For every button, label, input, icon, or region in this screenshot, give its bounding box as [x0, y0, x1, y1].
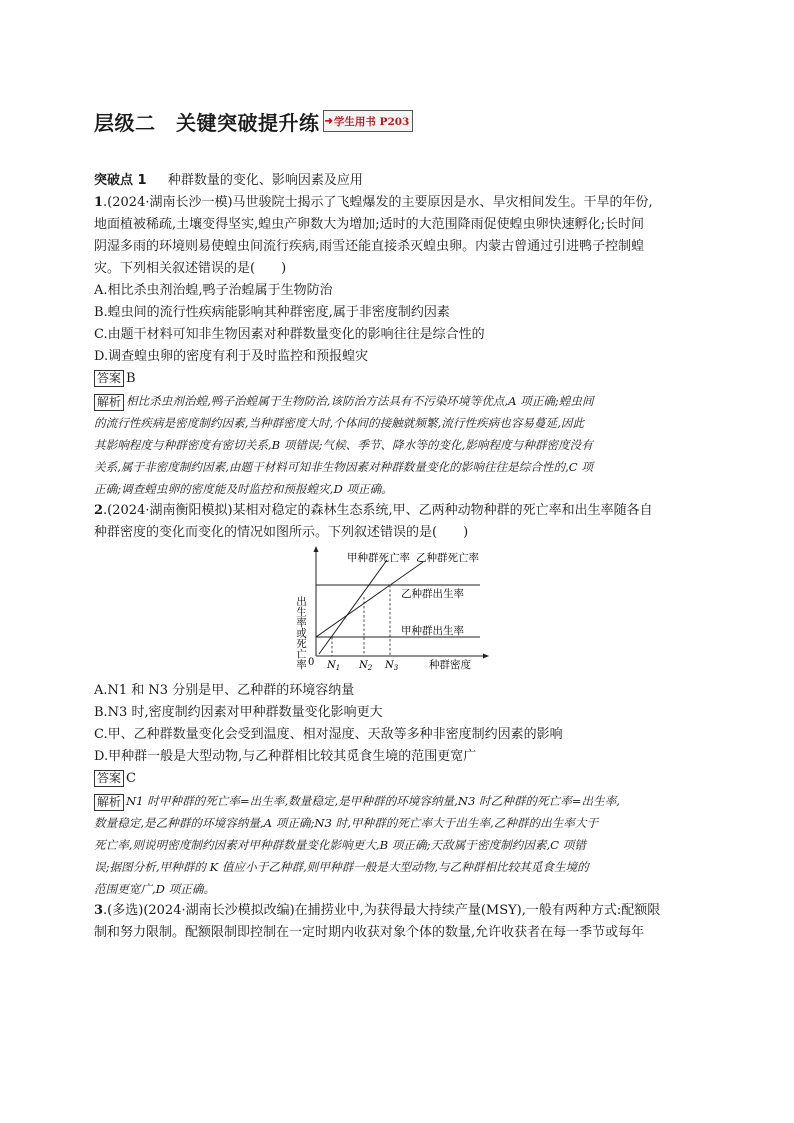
population-rate-chart	[94, 544, 700, 680]
option-d: D.甲种群一般是大型动物,与乙种群相比较其觅食生境的范围更宽广	[94, 749, 477, 764]
tick-n2: $N_2$	[359, 660, 373, 672]
question-text-line: 灾。下列相关叙述错误的是( )	[94, 261, 287, 276]
option-b: B.N3 时,密度制约因素对甲种群数量变化影响更大	[94, 705, 383, 720]
origin-label: 0	[308, 657, 315, 668]
label-jia-death-rate: 甲种群死亡率	[347, 552, 410, 564]
question-text-line: 制和努力限制。配额限制即控制在一定时期内收获对象个体的数量,允许收获者在每一季节或每年	[94, 925, 645, 940]
answer-value: B	[126, 371, 136, 386]
content-body	[94, 170, 700, 944]
label-jia-birth-rate: 甲种群出生率	[401, 625, 464, 637]
question-text-line: 种群密度的变化而变化的情况如图所示。下列叙述错误的是( )	[94, 525, 469, 540]
tick-n3: $N_3$	[385, 660, 399, 672]
question-3	[94, 900, 700, 944]
explanation-line: 关系,属于非密度制约因素,由题干材料可知非生物因素对种群数量变化的影响往往是综合性的,C 项	[94, 460, 593, 474]
reference-badge-label: 学生用书 P203	[333, 115, 410, 128]
explanation-line: 解析 N1 时甲种群的死亡率=出生率,数量稳定,是甲种群的环境容纳量,N3 时乙种群的死亡率=出生率,	[94, 790, 700, 812]
explanation-line: 正确;调查蝗虫卵的密度能及时监控和预报蝗灾,D 项正确。	[94, 482, 393, 496]
section-heading	[94, 170, 700, 192]
question-2	[94, 500, 700, 900]
answer-line	[94, 368, 700, 390]
explanation-tag: 解析	[94, 794, 124, 811]
y-axis-arrow	[314, 546, 319, 552]
explanation-tag: 解析	[94, 394, 124, 411]
explanation-line: 误;据图分析,甲种群的 K 值应小于乙种群,则甲种群一般是大型动物,与乙种群相比较其觅食生境的	[94, 860, 589, 874]
explanation-line: 解析 相比杀虫剂治蝗,鸭子治蝗属于生物防治,该防治方法具有不污染环境等优点,A 项正确;蝗虫间	[94, 390, 700, 412]
x-axis-label: 种群密度	[429, 659, 471, 671]
page-title: 层级二 关键突破提升练	[94, 110, 320, 135]
question-text-line: 阴湿多雨的环境则易使蝗虫间流行疾病,雨雪还能直接杀灭蝗虫卵。内蒙古曾通过引进鸭子控制蝗	[94, 239, 645, 254]
x-axis-arrow	[483, 654, 489, 659]
question-text-line: 3.(多选)(2024·湖南长沙模拟改编)在捕捞业中,为获得最大持续产量(MSY),一般有两种方式:配额限	[94, 903, 661, 918]
answer-tag: 答案	[94, 770, 124, 787]
section-name: 种群数量的变化、影响因素及应用	[167, 173, 363, 188]
answer-tag: 答案	[94, 370, 124, 387]
explanation-line: 的流行性疾病是密度制约因素,当种群密度大时,个体间的接触就频繁,流行性疾病也容易蔓延,因此	[94, 416, 585, 430]
option-c: C.甲、乙种群数量变化会受到温度、相对湿度、天敌等多种非密度制约因素的影响	[94, 727, 563, 742]
option-a: A.N1 和 N3 分别是甲、乙种群的环境容纳量	[94, 683, 355, 698]
option-c: C.由题干材料可知非生物因素对种群数量变化的影响往往是综合性的	[94, 327, 485, 342]
option-d: D.调查蝗虫卵的密度有利于及时监控和预报蝗灾	[94, 349, 369, 364]
label-yi-birth-rate: 乙种群出生率	[401, 588, 464, 600]
option-a: A.相比杀虫剂治蝗,鸭子治蝗属于生物防治	[94, 283, 333, 298]
label-yi-death-rate: 乙种群死亡率	[416, 552, 479, 564]
question-number: 3	[94, 903, 104, 918]
option-b: B.蝗虫间的流行性疾病能影响其种群密度,属于非密度制约因素	[94, 305, 450, 320]
question-text-line: 1.(2024·湖南长沙一模)马世骏院士揭示了飞蝗爆发的主要原因是水、旱灾相间发生。干旱的年份,	[94, 195, 653, 210]
answer-line	[94, 768, 700, 790]
chart-svg	[295, 544, 495, 678]
explanation-line: 其影响程度与种群密度有密切关系,B 项错误;气候、季节、降水等的变化,影响程度与种群密度没有	[94, 438, 593, 452]
section-label: 突破点 1	[94, 173, 147, 188]
textbook-reference-badge[interactable]	[323, 110, 414, 132]
explanation-line: 死亡率,则说明密度制约因素对甲种群数量变化影响更大,B 项正确;天敌属于密度制约因素,C 项错	[94, 838, 586, 852]
jia-death-rate-line	[319, 560, 387, 654]
question-1	[94, 192, 700, 500]
arrow-right-icon: ➜	[324, 115, 333, 127]
question-text-line: 地面植被稀疏,土壤变得坚实,蝗虫产卵数大为增加;适时的大范围降雨促使蝗虫卵快速孵化;长时间	[94, 217, 645, 232]
question-number: 2	[94, 503, 104, 518]
title-row	[94, 107, 413, 135]
tick-n1: $N_1$	[327, 660, 341, 672]
y-axis-label: 出生率或死亡率	[295, 596, 307, 670]
question-number: 1	[94, 195, 104, 210]
explanation-line: 数量稳定,是乙种群的环境容纳量,A 项正确;N3 时,甲种群的死亡率大于出生率,乙种群的出生率大于	[94, 816, 599, 830]
answer-value: C	[126, 771, 136, 786]
explanation-line: 范围更宽广,D 项正确。	[94, 882, 216, 896]
question-text-line: 2.(2024·湖南衡阳模拟)某相对稳定的森林生态系统,甲、乙两种动物种群的死亡率和出生率随各自	[94, 503, 653, 518]
